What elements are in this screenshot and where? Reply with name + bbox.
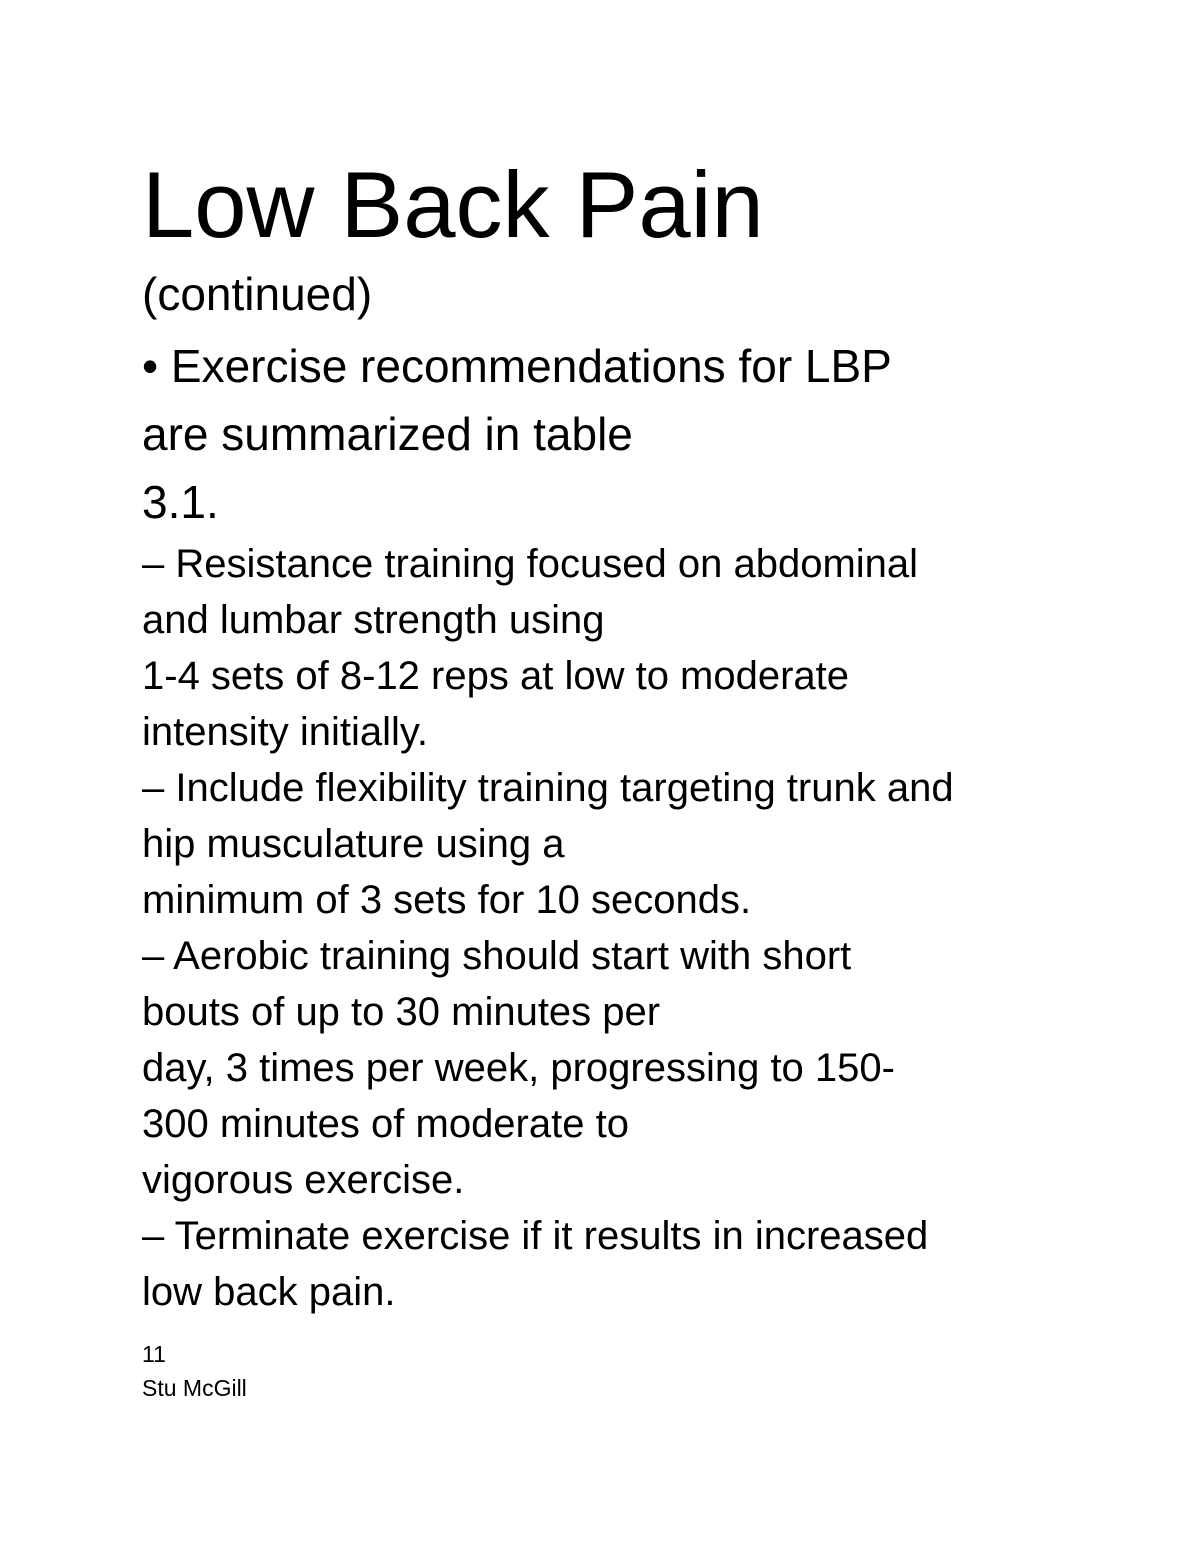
page-subtitle: (continued) [142, 268, 373, 320]
sub-bullet-line: – Terminate exercise if it results in increased [142, 1214, 929, 1258]
sub-bullet-line: day, 3 times per week, progressing to 150- [142, 1046, 895, 1090]
sub-bullet-line: intensity initially. [142, 710, 429, 754]
slide-page [142, 0, 1142, 1553]
sub-bullet-line: minimum of 3 sets for 10 seconds. [142, 878, 752, 922]
sub-bullet-line: – Resistance training focused on abdominal [142, 542, 919, 586]
sub-bullet-list [142, 536, 954, 1320]
main-bullet-line: • Exercise recommendations for LBP [142, 340, 892, 392]
sub-bullet-aerobic [142, 928, 954, 1208]
page-number: 11 [142, 1341, 166, 1367]
main-bullet-line: 3.1. [142, 476, 219, 528]
sub-bullet-line: hip musculature using a [142, 822, 565, 866]
sub-bullet-line: vigorous exercise. [142, 1158, 465, 1202]
sub-bullet-line: – Include flexibility training targeting trunk and [142, 766, 954, 810]
sub-bullet-line: and lumbar strength using [142, 598, 605, 642]
sub-bullet-flexibility [142, 760, 954, 928]
sub-bullet-line: bouts of up to 30 minutes per [142, 990, 661, 1034]
main-bullet-line: are summarized in table [142, 408, 633, 460]
sub-bullet-line: 300 minutes of moderate to [142, 1102, 629, 1146]
sub-bullet-resistance [142, 536, 954, 760]
sub-bullet-line: 1-4 sets of 8-12 reps at low to moderate [142, 654, 850, 698]
page-title: Low Back Pain [142, 152, 764, 257]
main-bullet [142, 332, 892, 536]
author-credit: Stu McGill [142, 1375, 247, 1401]
sub-bullet-terminate [142, 1208, 954, 1320]
sub-bullet-line: low back pain. [142, 1270, 396, 1314]
sub-bullet-line: – Aerobic training should start with short [142, 934, 852, 978]
